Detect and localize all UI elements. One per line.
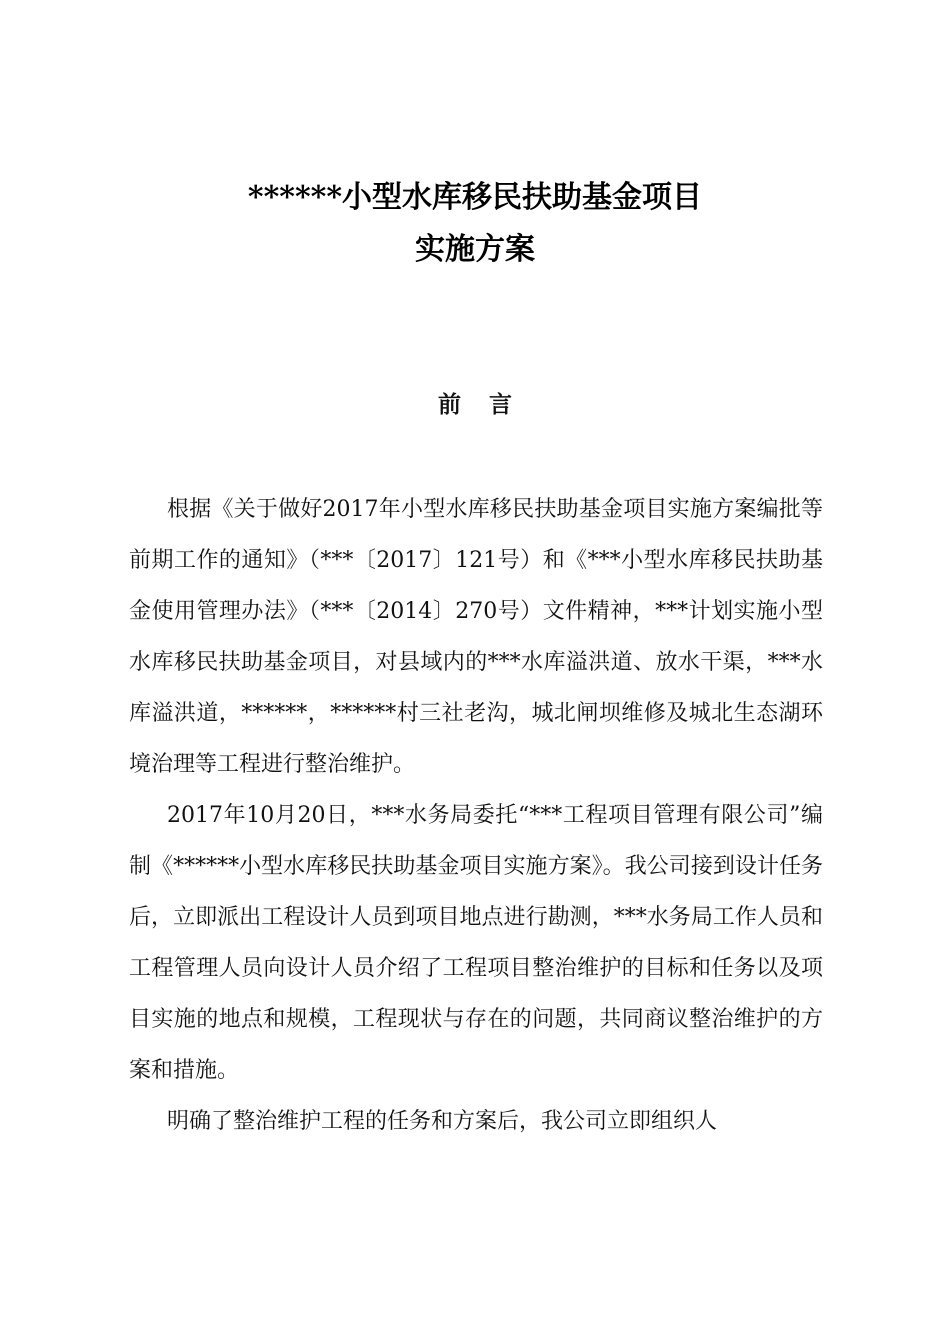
paragraph-2: 2017年10月20日，***水务局委托“***工程项目管理有限公司”编制《******小型水库移民扶助基金项目实施方案》。我公司接到设计任务后，立即派出工程设计人员到项目地点进行勘测，***水务局工作人员和工程管理人员向设计人员介绍了工程项目整治维护的目标和任务以及项目实施的地点和规模，工程现状与存在的问题，共同商议整治维护的方案和措施。	[129, 803, 823, 1083]
section-heading-preface: 前言	[438, 391, 540, 418]
paragraph-1: 根据《关于做好2017年小型水库移民扶助基金项目实施方案编批等前期工作的通知》（***〔2017〕121号）和《***小型水库移民扶助基金使用管理办法》（***〔2014〕270号）文件精神，***计划实施小型水库移民扶助基金项目，对县域内的***水库溢洪道、放水干渠，***水库溢洪道，******，******村三社老沟，城北闸坝维修及城北生态湖环境治理等工程进行整治维护。	[129, 497, 823, 777]
document-title-line-2: 实施方案	[415, 232, 535, 267]
body-text	[129, 484, 823, 1147]
paragraph-3: 明确了整治维护工程的任务和方案后，我公司立即组织人	[167, 1109, 718, 1134]
document-title-line-1: ******小型水库移民扶助基金项目	[247, 180, 703, 215]
